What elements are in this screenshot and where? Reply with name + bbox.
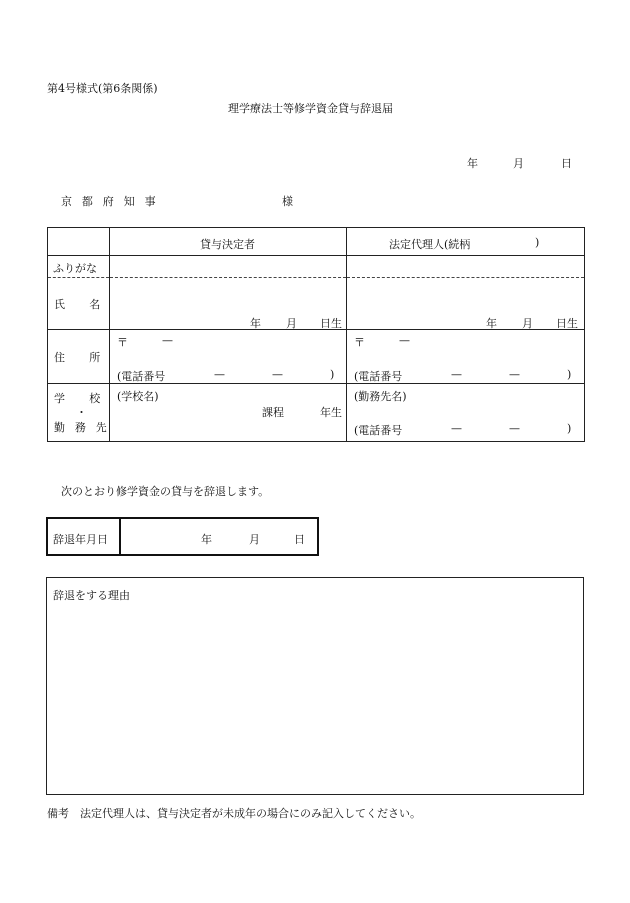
date-box-divider: [119, 519, 121, 554]
reason-box[interactable]: [46, 577, 584, 795]
label-name: 氏名: [48, 278, 110, 330]
addressee-name: 京都府知事: [61, 195, 166, 208]
date-month: 月: [513, 157, 524, 170]
decline-date-label: 辞退年月日: [53, 533, 108, 546]
guardian-name-field[interactable]: 年 月 日生: [347, 278, 585, 330]
borrower-school-field[interactable]: (学校名) 課程 年生: [110, 384, 347, 442]
table-corner: [48, 228, 110, 256]
guardian-furigana-field[interactable]: [347, 256, 585, 278]
label-school-workplace: 学校 ・ 勤務先: [48, 384, 110, 442]
page-title: 理学療法士等修学資金貸与辞退届: [228, 102, 393, 115]
decline-date-box[interactable]: [46, 517, 319, 556]
date-day: 日: [561, 157, 572, 170]
decline-date-year: 年: [201, 533, 212, 546]
header-borrower: 貸与決定者: [110, 228, 347, 256]
applicant-table: [47, 227, 585, 442]
header-guardian: 法定代理人(続柄 ): [347, 228, 585, 256]
guardian-workplace-field[interactable]: (勤務先名) (電話番号 — — ): [347, 384, 585, 442]
decline-date-month: 月: [249, 533, 260, 546]
label-furigana: ふりがな: [48, 256, 110, 278]
note-text: 備考 法定代理人は、貸与決定者が未成年の場合にのみ記入してください。: [47, 807, 421, 820]
reason-label: 辞退をする理由: [53, 589, 130, 602]
date-year: 年: [467, 157, 478, 170]
form-number: 第4号様式(第6条関係): [47, 82, 158, 95]
borrower-furigana-field[interactable]: [110, 256, 347, 278]
postal-icon: 〒: [354, 336, 365, 349]
statement-text: 次のとおり修学資金の貸与を辞退します。: [61, 485, 270, 498]
postal-icon: 〒: [117, 336, 128, 349]
borrower-address-field[interactable]: 〒 — (電話番号 — — ): [110, 330, 347, 384]
label-address: 住所: [48, 330, 110, 384]
addressee-honorific: 様: [282, 195, 293, 208]
borrower-name-field[interactable]: 年 月 日生: [110, 278, 347, 330]
decline-date-day: 日: [294, 533, 305, 546]
guardian-address-field[interactable]: 〒 — (電話番号 — — ): [347, 330, 585, 384]
